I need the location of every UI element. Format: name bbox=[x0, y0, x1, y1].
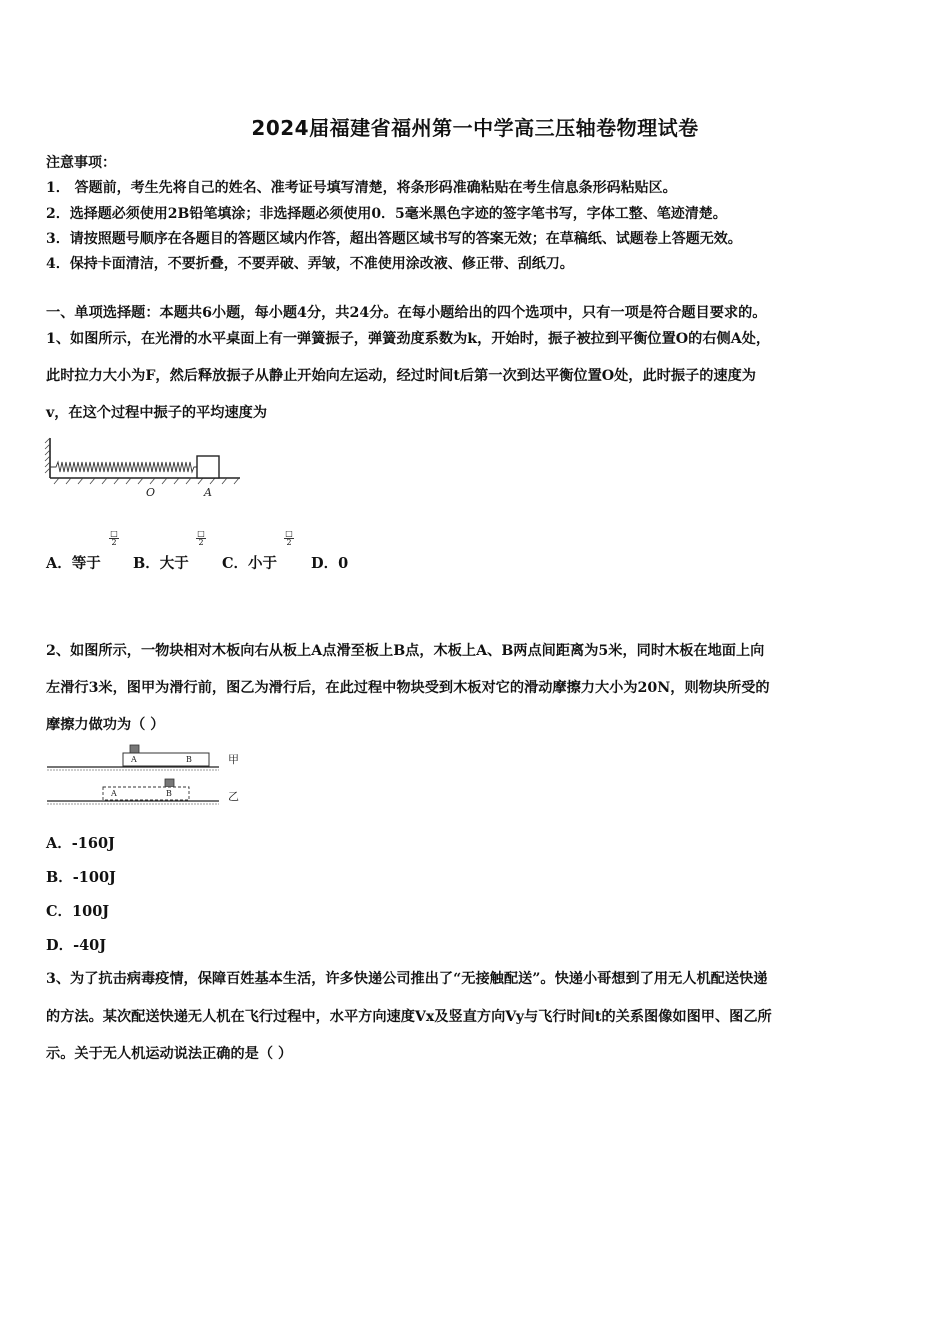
question-text-line: 摩擦力做功为（ ） bbox=[46, 717, 165, 733]
notice-heading: 注意事项： bbox=[46, 155, 116, 171]
option-label: C．小于 bbox=[222, 555, 278, 572]
option-b[interactable]: B．-100J bbox=[46, 869, 116, 886]
question-text-line: 1、如图所示，在光滑的水平桌面上有一弹簧振子，弹簧劲度系数为k，开始时，振子被拉到平衡位置O的右侧A处， bbox=[46, 331, 771, 347]
fraction-denominator: 2 bbox=[286, 538, 292, 547]
option-a[interactable] bbox=[46, 552, 101, 573]
notice-item: 4．保持卡面清洁，不要折叠，不要弄破、弄皱，不准使用涂改液、修正带、刮纸刀。 bbox=[46, 256, 574, 272]
sliding-block-figure bbox=[44, 742, 249, 808]
option-label: D．0 bbox=[311, 555, 349, 572]
option-d[interactable]: D．-40J bbox=[46, 937, 107, 954]
fraction-numerator: □ bbox=[285, 529, 293, 538]
fraction bbox=[109, 530, 119, 547]
option-c[interactable]: C．100J bbox=[46, 903, 110, 920]
section-heading: 一、单项选择题：本题共6小题，每小题4分，共24分。在每小题给出的四个选项中，只有一项是符合题目要求的。 bbox=[46, 305, 767, 321]
option-label: A．等于 bbox=[46, 555, 101, 572]
fraction-numerator: □ bbox=[197, 529, 205, 538]
question-text-line: 左滑行3米，图甲为滑行前，图乙为滑行后，在此过程中物块受到木板对它的滑动摩擦力大小为20N，则物块所受的 bbox=[46, 680, 770, 696]
spring-oscillator-figure bbox=[44, 434, 244, 500]
label-o: O bbox=[146, 486, 156, 499]
label-yi: 乙 bbox=[228, 790, 239, 803]
notice-item: 1． 答题前，考生先将自己的姓名、准考证号填写清楚，将条形码准确粘贴在考生信息条形码粘贴区。 bbox=[46, 180, 677, 196]
question-text-line: 的方法。某次配送快递无人机在飞行过程中，水平方向速度Vx及竖直方向Vy与飞行时间t的关系图像如图甲、图乙所 bbox=[46, 1009, 772, 1025]
fraction bbox=[284, 530, 294, 547]
fraction-denominator: 2 bbox=[111, 538, 117, 547]
label-jia: 甲 bbox=[228, 753, 239, 766]
option-c[interactable] bbox=[222, 552, 277, 573]
question-text-line: 此时拉力大小为F，然后释放振子从静止开始向左运动，经过时间t后第一次到达平衡位置O处，此时振子的速度为 bbox=[46, 368, 756, 384]
label-a-bottom: A bbox=[111, 789, 117, 798]
option-b[interactable] bbox=[133, 552, 189, 573]
question-text-line: v，在这个过程中振子的平均速度为 bbox=[46, 405, 268, 421]
label-a-top: A bbox=[131, 755, 137, 764]
option-a[interactable]: A．-160J bbox=[46, 835, 115, 852]
notice-item: 2．选择题必须使用2B铅笔填涂；非选择题必须使用0．5毫米黑色字迹的签字笔书写，字体工整、笔迹清楚。 bbox=[46, 206, 727, 222]
page-title: 2024届福建省福州第一中学高三压轴卷物理试卷 bbox=[251, 116, 699, 140]
fraction bbox=[196, 530, 206, 547]
fraction-numerator: □ bbox=[110, 529, 118, 538]
notice-item: 3．请按照题号顺序在各题目的答题区域内作答，超出答题区域书写的答案无效；在草稿纸、试题卷上答题无效。 bbox=[46, 231, 742, 247]
label-b-bottom: B bbox=[166, 789, 172, 798]
option-d[interactable] bbox=[311, 552, 348, 573]
fraction-denominator: 2 bbox=[198, 538, 204, 547]
label-a: A bbox=[204, 486, 212, 499]
label-b-top: B bbox=[186, 755, 192, 764]
question-text-line: 示。关于无人机运动说法正确的是（ ） bbox=[46, 1046, 293, 1062]
question-text-line: 3、为了抗击病毒疫情，保障百姓基本生活，许多快递公司推出了“无接触配送”。快递小哥想到了用无人机配送快递 bbox=[46, 971, 768, 987]
option-label: B．大于 bbox=[133, 555, 189, 572]
question-text-line: 2、如图所示，一物块相对木板向右从板上A点滑至板上B点，木板上A、B两点间距离为5米，同时木板在地面上向 bbox=[46, 643, 765, 659]
